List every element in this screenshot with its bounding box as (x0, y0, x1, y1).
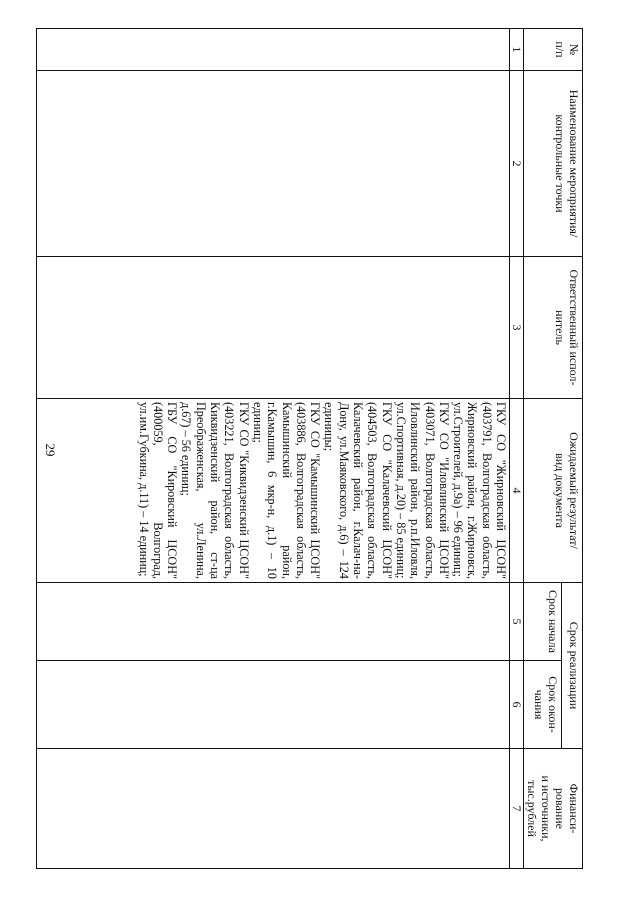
header-period: Срок реализации (562, 583, 583, 749)
header-end: Срок окон- чания (524, 661, 562, 749)
header-executor: Ответственный испол- нитель (524, 257, 583, 399)
cell-end (37, 661, 510, 749)
column-number-row (510, 29, 524, 869)
cell-finance (37, 749, 510, 869)
column-number: 3 (510, 257, 524, 399)
header-name: Наименование мероприятия/ контрольные точки (524, 71, 583, 257)
cell-executor (37, 257, 510, 399)
column-number: 1 (510, 29, 524, 71)
column-number: 5 (510, 583, 524, 661)
column-number: 2 (510, 71, 524, 257)
header-start: Срок начала (524, 583, 562, 661)
column-number: 6 (510, 661, 524, 749)
header-result: Ожидаемый результат/ вид документа (524, 399, 583, 583)
column-number: 4 (510, 399, 524, 583)
page-number: 29 (43, 443, 58, 457)
cell-start (37, 583, 510, 661)
cell-result: ГКУ СО "Жирновский ЦСОН" (403791, Волгоградская область, Жирновский район, г.Жирновск, ул.Строителей, д.9а) – 96 единиц; ГКУ СО "Иловлинский ЦСОН" (403071, Волгоградская область, Иловлинский район, р.п.Иловля, ул.Спортивная, д.20) – 85 единиц; ГКУ СО "Калачевский ЦСОН" (404503, Волгоградская область, Калачевский район, г.Калач-на-Дону, ул.Маяковского, д.6) – 124 единицы; ГКУ СО "Камышинский ЦСОН" (403886, Волгоградская область, Камышинский район, г.Камышин, 6 мкр-н, д.1) – 10 единиц; ГКУ СО "Киквидзенский ЦСОН" (403221, Волгоградская область, Киквидзенский район, ст-ца Преображенская, ул.Ленина, д.67) – 56 единиц; ГБУ СО "Кировский ЦСОН" (400059, Волгоград, ул.им.Губкина, д.11) – 14 единиц; (37, 399, 510, 583)
table-row (37, 29, 510, 869)
cell-number (37, 29, 510, 71)
program-table (36, 28, 583, 869)
header-number: № п/п (524, 29, 583, 71)
cell-name (37, 71, 510, 257)
column-number: 7 (510, 749, 524, 869)
header-finance: Финанси- рование и источники, тыс.рублей (524, 749, 583, 869)
